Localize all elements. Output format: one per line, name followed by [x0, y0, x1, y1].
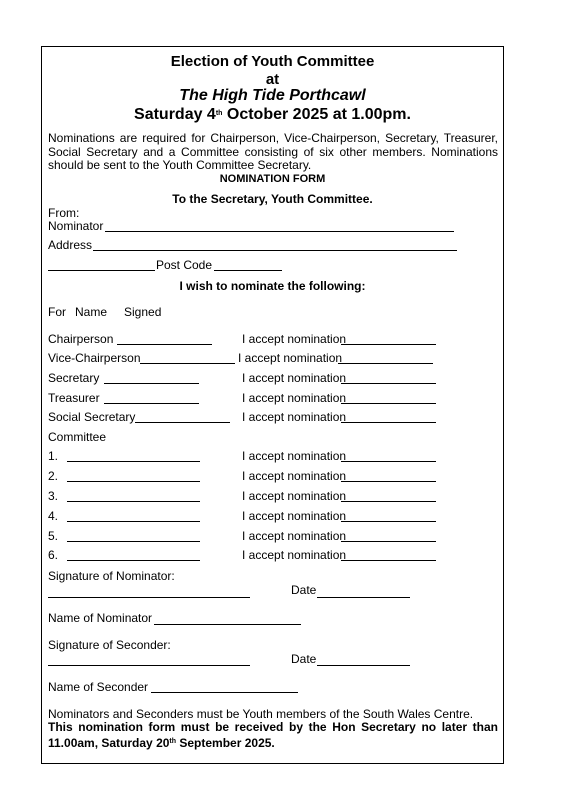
form-title: NOMINATION FORM [219, 173, 326, 185]
position-social-secretary-name-line[interactable] [135, 422, 230, 423]
accept-signature-line[interactable] [338, 363, 433, 364]
address-label: Address [48, 238, 93, 252]
header-title: Election of Youth Committee [170, 53, 375, 70]
date-nominator-line[interactable] [317, 597, 410, 598]
accept-label: I accept nomination [242, 371, 347, 385]
accept-signature-line[interactable] [341, 501, 436, 502]
position-chairperson-name-line[interactable] [117, 344, 212, 345]
committee-number: 3. [48, 489, 59, 503]
committee-number: 4. [48, 509, 59, 523]
position-secretary-name-line[interactable] [104, 383, 199, 384]
committee-name-line[interactable] [67, 461, 200, 462]
nomination-form [41, 46, 504, 764]
header-at: at [265, 71, 280, 88]
accept-label: I accept nomination [242, 332, 347, 346]
committee-name-line[interactable] [67, 560, 200, 561]
header-date-prefix: Saturday 4 [134, 106, 216, 123]
accept-label: I accept nomination [242, 548, 347, 562]
accept-label: I accept nomination [242, 529, 347, 543]
accept-signature-line[interactable] [341, 521, 436, 522]
accept-signature-line[interactable] [341, 560, 436, 561]
footer-note: Nominators and Seconders must be Youth members of the South Wales Centre. [48, 707, 474, 721]
footer-deadline-sup: th [169, 737, 177, 745]
position-vice-chairperson-name-line[interactable] [140, 363, 235, 364]
footer-deadline-pre: This nomination form must be received by the Hon Secretary no later than 11.00am, Saturday 20 [48, 720, 498, 750]
accept-label: I accept nomination [242, 391, 347, 405]
nominator-input-line[interactable] [105, 231, 454, 232]
accept-signature-line[interactable] [341, 383, 436, 384]
address-input-line[interactable] [93, 250, 457, 251]
name-nominator-label: Name of Nominator [48, 611, 153, 625]
accept-signature-line[interactable] [341, 541, 436, 542]
committee-label: Committee [48, 430, 107, 444]
committee-number: 1. [48, 449, 59, 463]
header-date [42, 106, 503, 124]
position-vice-chairperson-label: Vice-Chairperson [48, 351, 141, 365]
postcode-label: Post Code [156, 258, 213, 272]
header-venue: The High Tide Porthcawl [179, 87, 366, 104]
accept-label: I accept nomination [242, 469, 347, 483]
accept-label: I accept nomination [242, 410, 347, 424]
column-signed: Signed [124, 305, 162, 319]
committee-number: 2. [48, 469, 59, 483]
accept-signature-line[interactable] [341, 344, 436, 345]
nominate-heading: I wish to nominate the following: [179, 279, 366, 293]
accept-signature-line[interactable] [341, 461, 436, 462]
committee-number: 5. [48, 529, 59, 543]
accept-signature-line[interactable] [341, 481, 436, 482]
position-social-secretary-label: Social Secretary [48, 410, 136, 424]
column-for: For [48, 305, 66, 319]
position-secretary-label: Secretary [48, 371, 100, 385]
name-seconder-line[interactable] [151, 692, 298, 693]
date-label: Date [291, 652, 317, 666]
accept-signature-line[interactable] [341, 422, 436, 423]
accept-label: I accept nomination [242, 489, 347, 503]
position-chairperson-label: Chairperson [48, 332, 114, 346]
name-seconder-label: Name of Seconder [48, 680, 149, 694]
signature-seconder-line[interactable] [48, 665, 250, 666]
date-seconder-line[interactable] [317, 665, 410, 666]
postcode-input-line[interactable] [214, 270, 282, 271]
header-date-rest: October 2025 at 1.00pm. [222, 106, 411, 123]
committee-number: 6. [48, 548, 59, 562]
signature-nominator-line[interactable] [48, 597, 250, 598]
committee-name-line[interactable] [67, 521, 200, 522]
intro-paragraph: Nominations are required for Chairperson, Vice-Chairperson, Secretary, Treasurer, Social Secretary and a Committee consisting of six other members. Nominations should be sent to the Youth Committee Secretary. [48, 131, 498, 172]
name-nominator-line[interactable] [154, 624, 301, 625]
from-label: From: [48, 206, 80, 220]
column-name: Name [75, 305, 108, 319]
footer-deadline [48, 721, 498, 750]
date-label: Date [291, 583, 317, 597]
accept-label: I accept nomination [242, 449, 347, 463]
accept-signature-line[interactable] [341, 403, 436, 404]
nominator-label: Nominator [48, 219, 104, 233]
signature-nominator-label: Signature of Nominator: [48, 569, 175, 583]
committee-name-line[interactable] [67, 501, 200, 502]
header-date-suffix: th [215, 110, 223, 117]
position-treasurer-name-line[interactable] [104, 403, 199, 404]
position-treasurer-label: Treasurer [48, 391, 100, 405]
committee-name-line[interactable] [67, 481, 200, 482]
addressee: To the Secretary, Youth Committee. [172, 192, 373, 206]
signature-seconder-label: Signature of Seconder: [48, 638, 171, 652]
accept-label: I accept nomination [242, 509, 347, 523]
accept-label: I accept nomination [238, 351, 343, 365]
footer-deadline-post: September 2025. [176, 735, 275, 750]
committee-name-line[interactable] [67, 541, 200, 542]
address-line-2[interactable] [48, 270, 155, 271]
